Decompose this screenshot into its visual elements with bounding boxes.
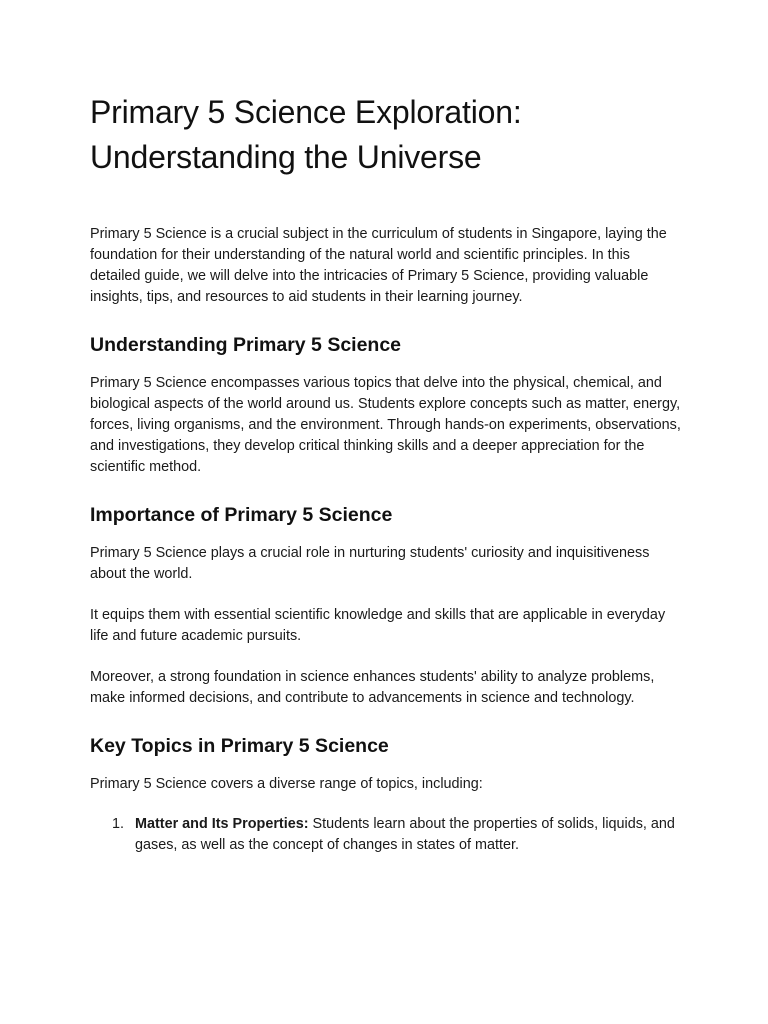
importance-paragraph-3: Moreover, a strong foundation in science enhances students' ability to analyze problems, make informed decisions, and contribute to advancements in science and technology. (90, 669, 655, 706)
page-title-line-1: Primary 5 Science Exploration: (90, 94, 522, 130)
section-heading-key-topics: Key Topics in Primary 5 Science (90, 735, 389, 757)
intro-paragraph: Primary 5 Science is a crucial subject in the curriculum of students in Singapore, laying the foundation for their understanding of the natural world and scientific principles. In this detailed guide, we will delve into the intricacies of Primary 5 Science, providing valuable insights, tips, and resources to aid students in their learning journey. (90, 226, 667, 305)
key-topics-list (90, 814, 682, 856)
understanding-paragraph: Primary 5 Science encompasses various topics that delve into the physical, chemical, and biological aspects of the world around us. Students explore concepts such as matter, energy, forces, living organisms, and the environment. Through hands-on experiments, observations, and investigations, they develop critical thinking skills and a deeper appreciation for the scientific method. (90, 375, 681, 475)
section-heading-importance: Importance of Primary 5 Science (90, 504, 393, 526)
section-heading-understanding: Understanding Primary 5 Science (90, 334, 402, 356)
list-item-text: Students learn about the properties of solids, liquids, and gases, as well as the concept of changes in states of matter. (135, 816, 675, 853)
key-topics-intro: Primary 5 Science covers a diverse range of topics, including: (90, 776, 483, 792)
list-item-number: 1. (112, 816, 125, 832)
page-title (90, 90, 682, 180)
document-page (90, 90, 682, 856)
list-item (90, 814, 682, 856)
importance-paragraph-2: It equips them with essential scientific knowledge and skills that are applicable in everyday life and future academic pursuits. (90, 607, 666, 644)
list-item-term: Matter and Its Properties: (135, 816, 309, 832)
page-title-line-2: Understanding the Universe (90, 139, 482, 175)
importance-paragraph-1: Primary 5 Science plays a crucial role in nurturing students' curiosity and inquisitiveness about the world. (90, 545, 650, 582)
